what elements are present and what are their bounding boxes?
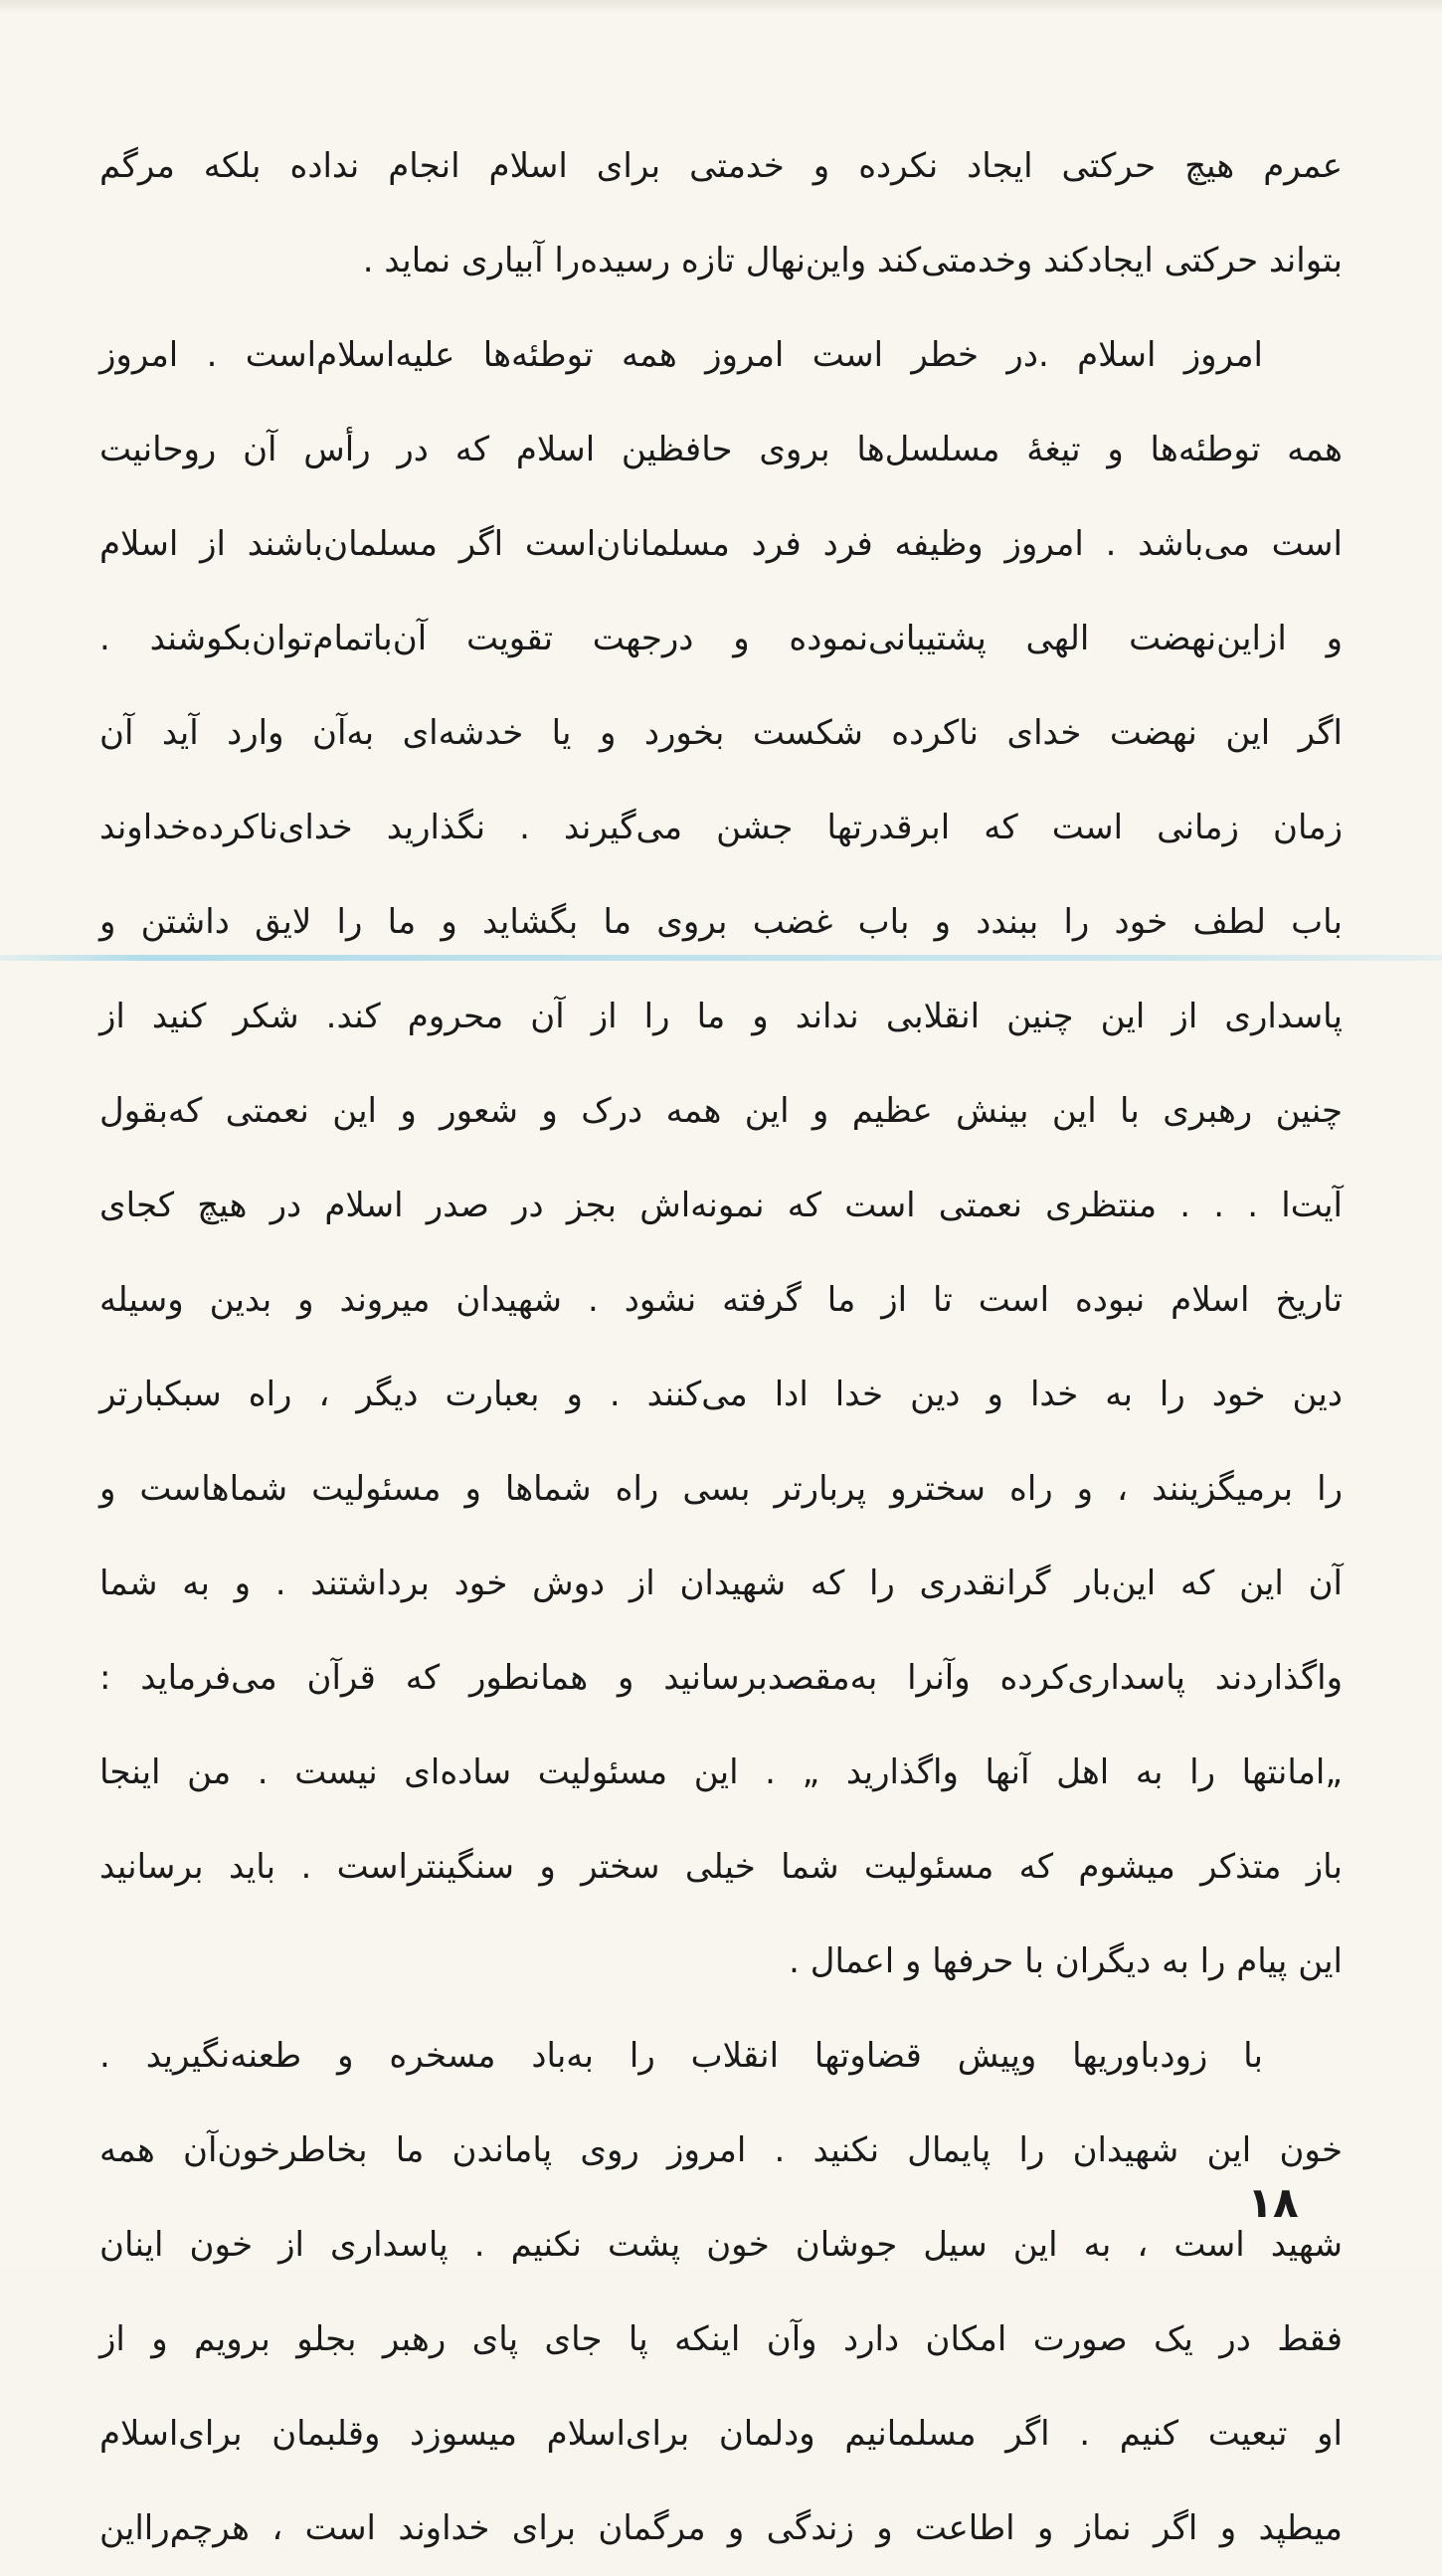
text-line-24: فقط در یک صورت امکان دارد وآن اینکه پا جای پای رهبر بجلو برویم و از xyxy=(99,2319,1343,2359)
text-line-21: با زودباوریها وپیش قضاوتها انقلاب را به‌باد مسخره و طعنه‌نگیرید . xyxy=(99,2036,1263,2076)
text-line-17: واگذاردند پاسداری‌کرده وآنرا به‌مقصدبرسانید و همانطور که قرآن می‌فرماید : xyxy=(99,1658,1343,1698)
text-line-26: میطپد و اگر نماز و اطاعت و زندگی و مرگمان برای خداوند است ، هرچم‌رااین xyxy=(99,2508,1343,2548)
text-line-6: و ازاین‌نهضت الهی پشتیبانی‌نموده و درجهت تقویت آن‌باتمام‌توان‌بکوشند . xyxy=(99,619,1343,658)
text-line-15: را برمیگزینند ، و راه سخترو پربارتر بسی راه شماها و مسئولیت شماهاست و xyxy=(99,1469,1343,1509)
text-line-20: این پیام را به دیگران با حرفها و اعمال . xyxy=(789,1941,1343,1981)
text-line-16: آن این که این‌بار گرانقدری را که شهیدان از دوش خود برداشتند . و به شما xyxy=(99,1564,1343,1603)
text-line-10: پاسداری از این چنین انقلابی نداند و ما را از آن محروم کند. شکر کنید از xyxy=(99,997,1343,1036)
text-line-19: باز متذکر میشوم که مسئولیت شما خیلی سختر و سنگینتراست . باید برسانید xyxy=(99,1847,1343,1887)
text-line-22: خون این شهیدان را پایمال نکنید . امروز روی پاماندن ما بخاطرخون‌آن همه xyxy=(99,2130,1343,2170)
text-line-25: او تبعیت کنیم . اگر مسلمانیم ودلمان برای‌اسلام میسوزد وقلبمان برای‌اسلام xyxy=(99,2414,1343,2454)
text-line-13: تاریخ اسلام نبوده است تا از ما گرفته نشود . شهیدان میروند و بدین وسیله xyxy=(99,1280,1343,1320)
text-line-11: چنین رهبری با این بینش عظیم و این همه درک و شعور و این نعمتی که‌بقول xyxy=(99,1091,1343,1131)
text-line-14: دین خود را به خدا و دین خدا ادا می‌کنند . و بعبارت دیگر ، راه سبکبارتر xyxy=(99,1375,1343,1414)
text-line-3: امروز اسلام .در خطر است امروز همه توطئه‌ها علیه‌اسلام‌است . امروز xyxy=(99,335,1263,375)
text-line-2: بتواند حرکتی ایجادکند وخدمتی‌کند واین‌نهال تازه رسیده‌را آبیاری نماید . xyxy=(362,241,1343,280)
text-line-23: شهید است ، به این سیل جوشان خون پشت نکنیم . پاسداری از خون اینان xyxy=(99,2225,1343,2265)
text-line-1: عمرم هیچ حرکتی ایجاد نکرده و خدمتی برای اسلام انجام نداده بلکه مرگم xyxy=(99,146,1343,186)
page-top-edge xyxy=(0,0,1442,14)
text-line-8: زمان زمانی است که ابرقدرتها جشن می‌گیرند . نگذارید خدای‌ناکرده‌خداوند xyxy=(99,808,1343,847)
text-line-12: آیت‌ا . . . منتظری نعمتی است که نمونه‌اش بجز در صدر اسلام در هیچ کجای xyxy=(99,1186,1343,1225)
text-line-5: است می‌باشد . امروز وظیفه فرد فرد مسلمانان‌است اگر مسلمان‌باشند از اسلام xyxy=(99,524,1343,564)
page-number: ۱۸ xyxy=(1247,2178,1299,2227)
text-line-7: اگر این نهضت خدای ناکرده شکست بخورد و یا خدشه‌ای به‌آن وارد آید آن xyxy=(99,713,1343,753)
text-line-18: „امانتها را به اهل آنها واگذارید „ . این مسئولیت ساده‌ای نیست . من اینجا xyxy=(99,1752,1343,1792)
text-line-9: باب لطف خود را ببندد و باب غضب بروی ما بگشاید و ما را لایق داشتن و xyxy=(99,902,1343,942)
text-line-4: همه توطئه‌ها و تیغهٔ مسلسل‌ها بروی حافظین اسلام که در رأس آن روحانیت xyxy=(99,430,1343,469)
